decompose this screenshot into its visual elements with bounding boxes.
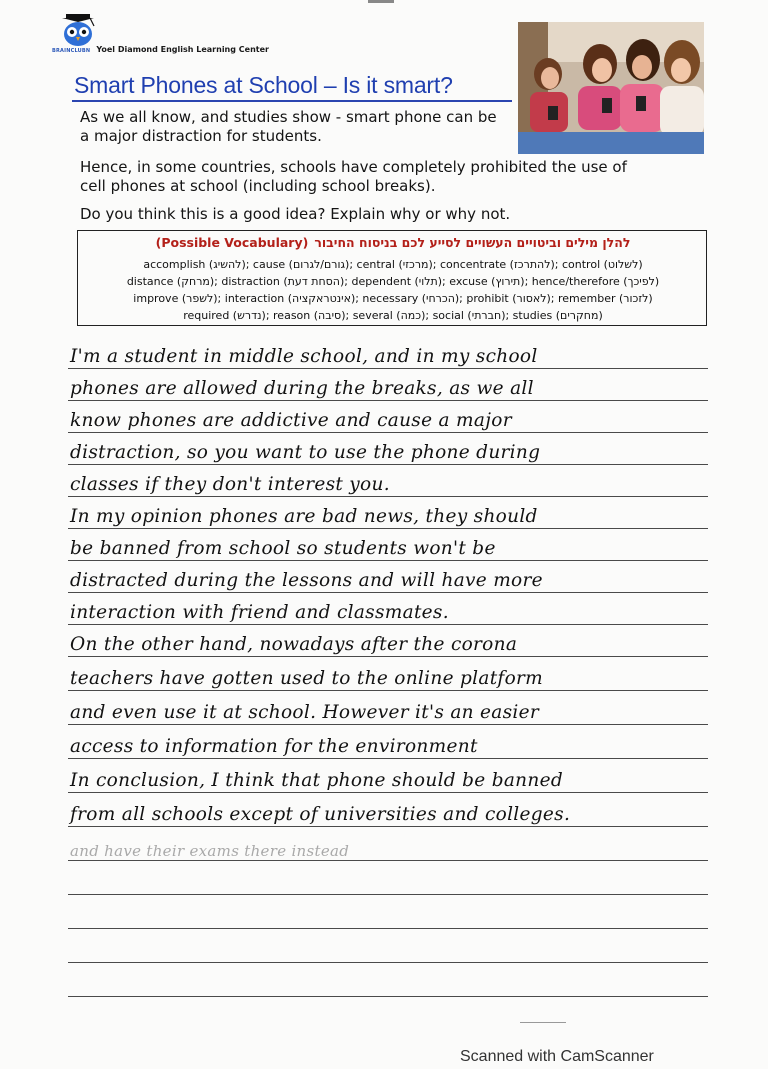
ruled-line (68, 464, 708, 465)
ruled-line (68, 624, 708, 625)
handwritten-line: In conclusion, I think that phone should be banned (70, 770, 563, 791)
vocabulary-line: required (נדרש); reason (סיבה); several (כמה); social (חברתי); studies (מחקרים) (183, 309, 603, 322)
center-name-text: Yoel Diamond English Learning Center (96, 45, 269, 54)
center-brand: BRAINCLUBN (52, 48, 91, 54)
ruled-line (68, 528, 708, 529)
handwritten-line: classes if they don't interest you. (70, 474, 390, 495)
ruled-line (68, 400, 708, 401)
vocabulary-heading-en: (Possible Vocabulary) (155, 235, 309, 250)
ruled-line (68, 432, 708, 433)
vocabulary-heading (78, 235, 708, 250)
ruled-line (68, 496, 708, 497)
scan-artifact (368, 0, 394, 3)
ruled-line (68, 724, 708, 725)
prompt-para2-line1: Hence, in some countries, schools have completely prohibited the use of (80, 158, 627, 176)
vocabulary-line: distance (מרחק); distraction (הסחת דעת); dependent (תלוי); excuse (תירוץ); hence/therefore (לפיכך) (126, 275, 660, 288)
vocabulary-box (77, 230, 707, 326)
scanner-watermark: Scanned with CamScanner (460, 1048, 654, 1065)
handwritten-line: teachers have gotten used to the online platform (70, 668, 544, 689)
handwritten-line: be banned from school so students won't be (70, 538, 496, 559)
ruled-line (68, 792, 708, 793)
scan-artifact (520, 1022, 566, 1023)
students-with-phones-photo (518, 22, 704, 154)
prompt-para2-line2: cell phones at school (including school breaks). (80, 177, 436, 195)
ruled-line (68, 592, 708, 593)
title-underline (72, 100, 512, 102)
handwritten-line: distracted during the lessons and will have more (70, 570, 543, 591)
handwritten-line: access to information for the environment (70, 736, 478, 757)
ruled-line (68, 826, 708, 827)
ruled-line (68, 928, 708, 929)
ruled-line (68, 656, 708, 657)
prompt-para1-line2: a major distraction for students. (80, 127, 322, 145)
handwritten-line: interaction with friend and classmates. (70, 602, 449, 623)
ruled-line (68, 690, 708, 691)
handwritten-line: from all schools except of universities and colleges. (70, 804, 571, 825)
handwritten-line-faint: and have their exams there instead (70, 842, 350, 860)
owl-logo-icon (56, 12, 100, 48)
ruled-line (68, 758, 708, 759)
prompt-question: Do you think this is a good idea? Explain why or why not. (80, 205, 511, 223)
handwritten-line: I'm a student in middle school, and in my school (70, 346, 538, 367)
prompt-para1-line1: As we all know, and studies show - smart phone can be (80, 108, 497, 126)
handwritten-line: phones are allowed during the breaks, as we all (70, 378, 534, 399)
vocabulary-line: accomplish (להשיג); cause (גורם/לגרום); central (מרכזי); concentrate (להתרכז); control (לשלוט) (143, 258, 643, 271)
vocabulary-line: improve (לשפר); interaction (אינטראקציה); necessary (הכרחי); prohibit (לאסור); remember (לזכור) (133, 292, 653, 305)
handwritten-line: On the other hand, nowadays after the corona (70, 634, 518, 655)
handwritten-line: distraction, so you want to use the phone during (70, 442, 541, 463)
ruled-line (68, 894, 708, 895)
handwritten-line: and even use it at school. However it's an easier (70, 702, 540, 723)
center-name (52, 45, 269, 54)
ruled-line (68, 860, 708, 861)
ruled-line (68, 368, 708, 369)
ruled-line (68, 962, 708, 963)
handwritten-line: know phones are addictive and cause a major (70, 410, 512, 431)
vocabulary-heading-he: להלן מילים וביטויים העשויים לסייע לכם בניסוח החיבור (314, 235, 631, 250)
page-title: Smart Phones at School – Is it smart? (74, 72, 453, 98)
ruled-line (68, 996, 708, 997)
ruled-line (68, 560, 708, 561)
handwritten-line: In my opinion phones are bad news, they should (70, 506, 538, 527)
